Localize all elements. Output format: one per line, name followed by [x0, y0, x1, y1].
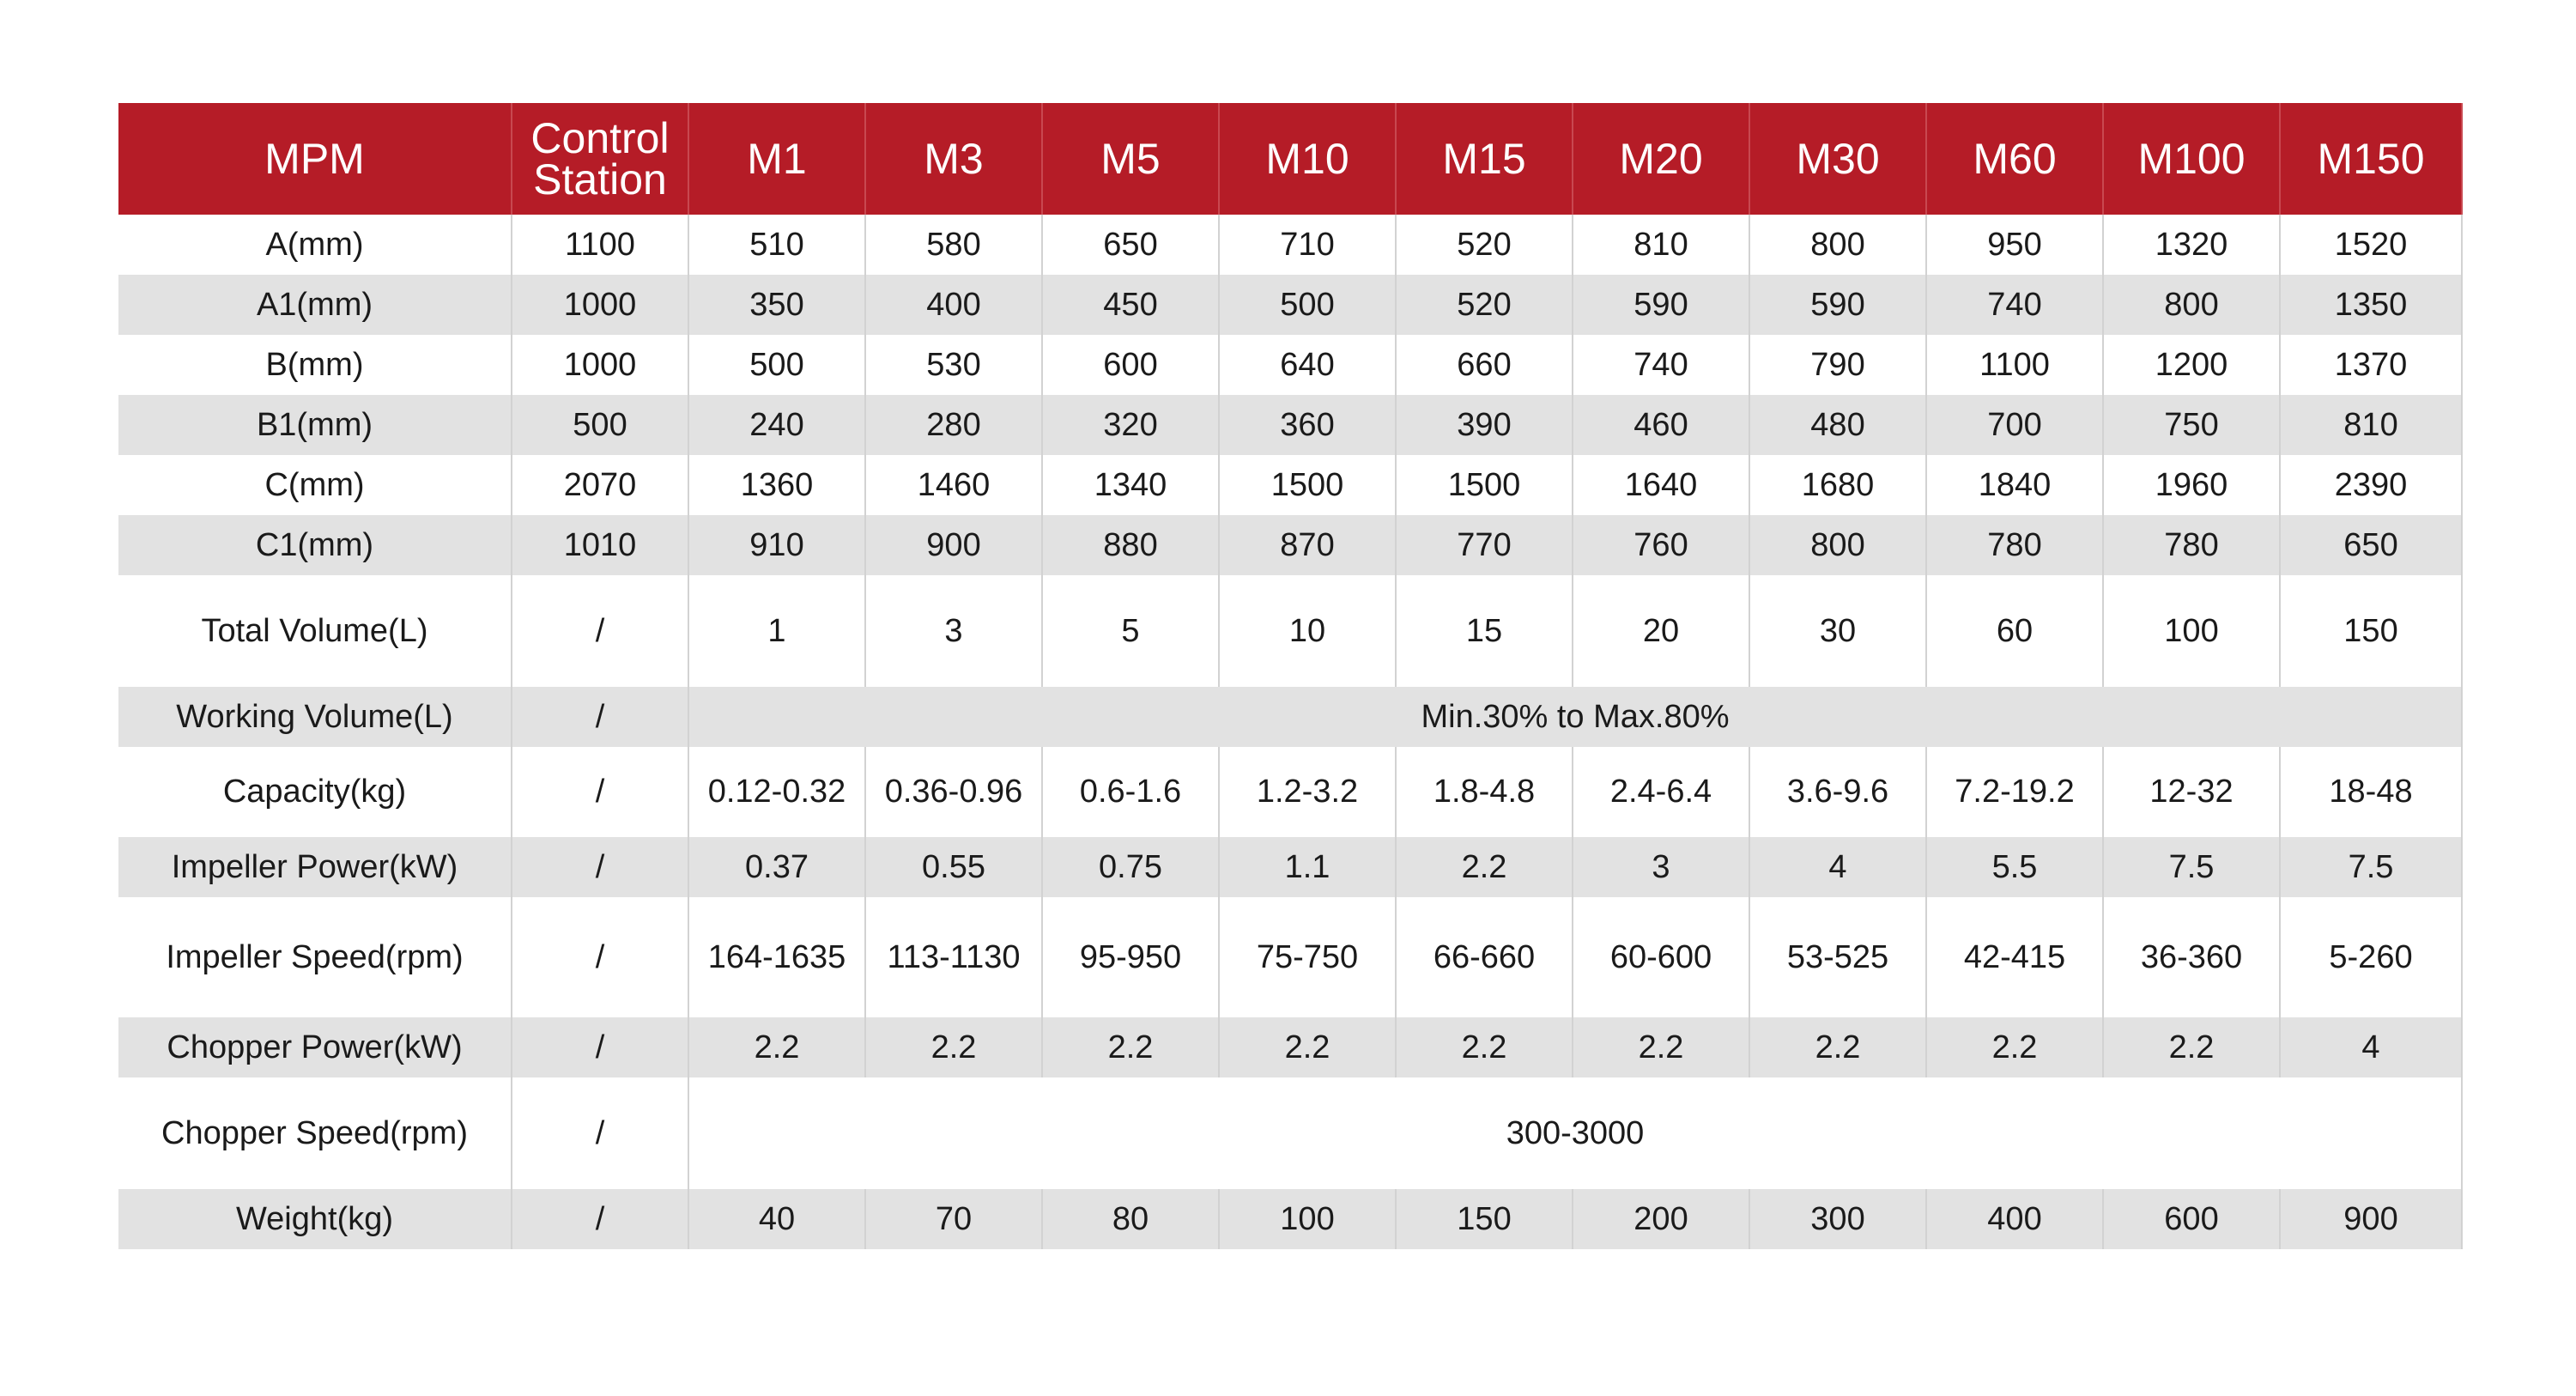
table-cell: 1100 [1926, 335, 2103, 395]
table-cell: 80 [1042, 1189, 1219, 1249]
table-cell: 2.2 [1042, 1017, 1219, 1077]
table-cell: 280 [865, 395, 1042, 455]
table-cell: 40 [688, 1189, 865, 1249]
table-cell: 650 [1042, 215, 1219, 275]
row-label: C(mm) [118, 455, 512, 515]
table-cell: 1340 [1042, 455, 1219, 515]
header-control-station-label: Control Station [530, 114, 670, 203]
table-cell: 910 [688, 515, 865, 575]
table-cell: 950 [1926, 215, 2103, 275]
header-m20: M20 [1573, 103, 1749, 215]
row-label: Chopper Power(kW) [118, 1017, 512, 1077]
table-cell: 2.2 [1396, 1017, 1573, 1077]
table-cell: 780 [1926, 515, 2103, 575]
table-cell: 100 [1219, 1189, 1396, 1249]
table-cell: 3 [1573, 837, 1749, 897]
table-row [118, 837, 2462, 897]
table-row [118, 575, 2462, 687]
row-label: C1(mm) [118, 515, 512, 575]
table-cell: 164-1635 [688, 897, 865, 1017]
table-row [118, 515, 2462, 575]
table-cell: 2.2 [865, 1017, 1042, 1077]
table-cell: 0.12-0.32 [688, 747, 865, 837]
header-m100: M100 [2103, 103, 2280, 215]
table-cell: 390 [1396, 395, 1573, 455]
table-cell: 1010 [512, 515, 688, 575]
header-m30: M30 [1749, 103, 1926, 215]
table-cell: 240 [688, 395, 865, 455]
table-cell: 1840 [1926, 455, 2103, 515]
table-cell: 4 [2280, 1017, 2462, 1077]
table-cell: / [512, 837, 688, 897]
table-cell: 0.75 [1042, 837, 1219, 897]
table-cell: 7.5 [2280, 837, 2462, 897]
table-cell: 7.2-19.2 [1926, 747, 2103, 837]
table-cell: / [512, 1189, 688, 1249]
table-cell: 600 [2103, 1189, 2280, 1249]
table-cell: 2.4-6.4 [1573, 747, 1749, 837]
table-cell: 1350 [2280, 275, 2462, 335]
table-cell: 2070 [512, 455, 688, 515]
table-cell: 780 [2103, 515, 2280, 575]
table-cell: 1.8-4.8 [1396, 747, 1573, 837]
table-cell: 66-660 [1396, 897, 1573, 1017]
table-cell: / [512, 747, 688, 837]
table-cell: 900 [2280, 1189, 2462, 1249]
table-cell: 520 [1396, 215, 1573, 275]
table-cell: 800 [1749, 215, 1926, 275]
table-cell: 700 [1926, 395, 2103, 455]
table-cell: 770 [1396, 515, 1573, 575]
table-cell: 70 [865, 1189, 1042, 1249]
table-cell: 530 [865, 335, 1042, 395]
table-cell: 750 [2103, 395, 2280, 455]
merged-cell: 300-3000 [688, 1077, 2462, 1189]
row-label: Working Volume(L) [118, 687, 512, 747]
table-cell: 1000 [512, 335, 688, 395]
table-cell: 0.55 [865, 837, 1042, 897]
table-cell: 810 [1573, 215, 1749, 275]
table-cell: 7.5 [2103, 837, 2280, 897]
table-cell: 1200 [2103, 335, 2280, 395]
table-cell: 400 [865, 275, 1042, 335]
table-cell: 790 [1749, 335, 1926, 395]
table-cell: 740 [1573, 335, 1749, 395]
table-cell: 520 [1396, 275, 1573, 335]
table-cell: 150 [2280, 575, 2462, 687]
table-row [118, 455, 2462, 515]
header-m1: M1 [688, 103, 865, 215]
table-row [118, 1017, 2462, 1077]
table-cell: 2390 [2280, 455, 2462, 515]
table-cell: 590 [1573, 275, 1749, 335]
row-label: A1(mm) [118, 275, 512, 335]
table-cell: / [512, 575, 688, 687]
table-cell: 3.6-9.6 [1749, 747, 1926, 837]
header-m5: M5 [1042, 103, 1219, 215]
table-cell: 870 [1219, 515, 1396, 575]
table-cell: / [512, 687, 688, 747]
table-cell: 800 [2103, 275, 2280, 335]
table-cell: 660 [1396, 335, 1573, 395]
row-label: Total Volume(L) [118, 575, 512, 687]
spec-table [118, 103, 2463, 1249]
table-cell: 760 [1573, 515, 1749, 575]
table-cell: 710 [1219, 215, 1396, 275]
table-cell: 30 [1749, 575, 1926, 687]
table-cell: 640 [1219, 335, 1396, 395]
table-cell: 2.2 [1926, 1017, 2103, 1077]
table-cell: 12-32 [2103, 747, 2280, 837]
row-label: B(mm) [118, 335, 512, 395]
table-cell: 300 [1749, 1189, 1926, 1249]
header-m60: M60 [1926, 103, 2103, 215]
table-cell: 2.2 [688, 1017, 865, 1077]
table-cell: 500 [688, 335, 865, 395]
table-cell: 900 [865, 515, 1042, 575]
table-cell: 1320 [2103, 215, 2280, 275]
table-cell: 1370 [2280, 335, 2462, 395]
row-label: Impeller Power(kW) [118, 837, 512, 897]
table-cell: 60-600 [1573, 897, 1749, 1017]
table-cell: 2.2 [1573, 1017, 1749, 1077]
table-row [118, 335, 2462, 395]
table-row [118, 747, 2462, 837]
table-cell: 590 [1749, 275, 1926, 335]
table-cell: 200 [1573, 1189, 1749, 1249]
table-cell: 0.37 [688, 837, 865, 897]
header-row [118, 103, 2462, 215]
table-cell: 740 [1926, 275, 2103, 335]
table-cell: 1640 [1573, 455, 1749, 515]
table-cell: 800 [1749, 515, 1926, 575]
table-cell: 1680 [1749, 455, 1926, 515]
table-cell: 42-415 [1926, 897, 2103, 1017]
table-cell: / [512, 897, 688, 1017]
table-row [118, 687, 2462, 747]
table-cell: 810 [2280, 395, 2462, 455]
table-cell: 1520 [2280, 215, 2462, 275]
row-label: Chopper Speed(rpm) [118, 1077, 512, 1189]
header-m150: M150 [2280, 103, 2462, 215]
table-cell: 10 [1219, 575, 1396, 687]
row-label: Weight(kg) [118, 1189, 512, 1249]
table-cell: 500 [1219, 275, 1396, 335]
table-cell: 320 [1042, 395, 1219, 455]
merged-cell: Min.30% to Max.80% [688, 687, 2462, 747]
table-cell: 2.2 [2103, 1017, 2280, 1077]
header-m15: M15 [1396, 103, 1573, 215]
table-cell: 150 [1396, 1189, 1573, 1249]
table-cell: 2.2 [1219, 1017, 1396, 1077]
row-label: Capacity(kg) [118, 747, 512, 837]
table-cell: 5-260 [2280, 897, 2462, 1017]
table-cell: 480 [1749, 395, 1926, 455]
table-cell: 100 [2103, 575, 2280, 687]
table-cell: 18-48 [2280, 747, 2462, 837]
table-row [118, 1189, 2462, 1249]
table-cell: 460 [1573, 395, 1749, 455]
table-cell: 4 [1749, 837, 1926, 897]
table-body [118, 215, 2462, 1249]
table-cell: 5.5 [1926, 837, 2103, 897]
table-cell: 2.2 [1749, 1017, 1926, 1077]
table-cell: 1500 [1396, 455, 1573, 515]
table-cell: 36-360 [2103, 897, 2280, 1017]
table-cell: 400 [1926, 1189, 2103, 1249]
table-cell: 0.6-1.6 [1042, 747, 1219, 837]
table-cell: 1100 [512, 215, 688, 275]
table-cell: 95-950 [1042, 897, 1219, 1017]
header-control-station [512, 103, 688, 215]
table-cell: 0.36-0.96 [865, 747, 1042, 837]
header-mpm: MPM [118, 103, 512, 215]
table-cell: 650 [2280, 515, 2462, 575]
table-row [118, 1077, 2462, 1189]
table-cell: 5 [1042, 575, 1219, 687]
table-cell: 1960 [2103, 455, 2280, 515]
table-cell: 1460 [865, 455, 1042, 515]
row-label: Impeller Speed(rpm) [118, 897, 512, 1017]
table-cell: 1500 [1219, 455, 1396, 515]
table-cell: 1.1 [1219, 837, 1396, 897]
table-cell: 113-1130 [865, 897, 1042, 1017]
table-row [118, 897, 2462, 1017]
table-cell: / [512, 1017, 688, 1077]
table-cell: / [512, 1077, 688, 1189]
table-cell: 450 [1042, 275, 1219, 335]
header-m3: M3 [865, 103, 1042, 215]
table-cell: 600 [1042, 335, 1219, 395]
table-cell: 500 [512, 395, 688, 455]
table-row [118, 395, 2462, 455]
table-cell: 3 [865, 575, 1042, 687]
table-row [118, 275, 2462, 335]
table-cell: 15 [1396, 575, 1573, 687]
table-cell: 20 [1573, 575, 1749, 687]
table-cell: 1360 [688, 455, 865, 515]
table-cell: 360 [1219, 395, 1396, 455]
table-cell: 60 [1926, 575, 2103, 687]
table-cell: 53-525 [1749, 897, 1926, 1017]
table-cell: 880 [1042, 515, 1219, 575]
table-cell: 1 [688, 575, 865, 687]
table-cell: 510 [688, 215, 865, 275]
header-m10: M10 [1219, 103, 1396, 215]
table-cell: 75-750 [1219, 897, 1396, 1017]
row-label: A(mm) [118, 215, 512, 275]
table-cell: 2.2 [1396, 837, 1573, 897]
table-cell: 580 [865, 215, 1042, 275]
table-cell: 350 [688, 275, 865, 335]
table-header [118, 103, 2462, 215]
row-label: B1(mm) [118, 395, 512, 455]
table-row [118, 215, 2462, 275]
table-cell: 1.2-3.2 [1219, 747, 1396, 837]
table-cell: 1000 [512, 275, 688, 335]
